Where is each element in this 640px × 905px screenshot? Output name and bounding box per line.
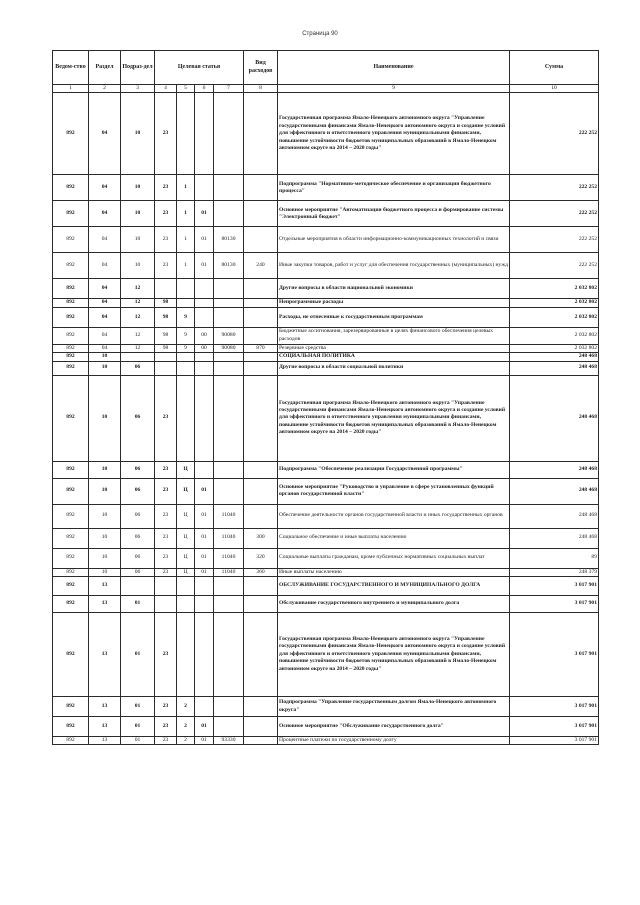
program-cell xyxy=(155,279,177,299)
column-number-row xyxy=(53,85,599,93)
name-cell: Государственная программа Ямало-Ненецкого автономного округа "Управление государственными финансами Ямало-Ненецкого автономного округа и создание условий для эффективного и ответственного управления муниципальными финансами, повышение устойчивости бюджетов муниципальных образований в Ямало-Ненецком автономном округе на 2014 – 2020 годы" xyxy=(278,613,510,697)
direction-cell xyxy=(214,577,244,596)
vedomstvo-cell: 892 xyxy=(53,227,89,253)
vid-cell xyxy=(244,307,278,327)
col-header-podrazdel: Подраз-дел xyxy=(121,51,155,85)
program-cell: 23 xyxy=(155,568,177,576)
vedomstvo-cell: 892 xyxy=(53,201,89,227)
event-cell xyxy=(195,596,214,613)
name-cell: Социальные выплаты гражданам, кроме публичных нормативных социальных выплат xyxy=(278,548,510,568)
program-cell: 23 xyxy=(155,93,177,175)
vedomstvo-cell: 892 xyxy=(53,697,89,717)
event-cell: 01 xyxy=(195,478,214,504)
razdel-cell: 10 xyxy=(89,528,121,548)
vid-cell xyxy=(244,613,278,697)
event-cell xyxy=(195,613,214,697)
vedomstvo-cell: 892 xyxy=(53,299,89,307)
program-cell: 98 xyxy=(155,299,177,307)
event-cell: 01 xyxy=(195,717,214,737)
podrazdel-cell: 10 xyxy=(121,93,155,175)
name-cell: Основное мероприятие "Обслуживание государственного долга" xyxy=(278,717,510,737)
vid-cell xyxy=(244,504,278,528)
table-row xyxy=(53,717,599,737)
subprogram-cell: Ц xyxy=(177,504,195,528)
col-number: 6 xyxy=(195,85,214,93)
name-cell: Другие вопросы в области национальной экономики xyxy=(278,279,510,299)
razdel-cell: 10 xyxy=(89,375,121,461)
vid-cell: 320 xyxy=(244,548,278,568)
vedomstvo-cell: 892 xyxy=(53,353,89,361)
podrazdel-cell: 06 xyxy=(121,478,155,504)
subprogram-cell: 9 xyxy=(177,307,195,327)
table-row xyxy=(53,175,599,201)
sum-cell: 89 xyxy=(510,548,599,568)
razdel-cell: 10 xyxy=(89,568,121,576)
vid-cell xyxy=(244,461,278,478)
razdel-cell: 04 xyxy=(89,299,121,307)
subprogram-cell xyxy=(177,279,195,299)
vedomstvo-cell: 892 xyxy=(53,528,89,548)
sum-cell: 248 468 xyxy=(510,361,599,375)
direction-cell: 11040 xyxy=(214,504,244,528)
vedomstvo-cell: 892 xyxy=(53,175,89,201)
podrazdel-cell: 10 xyxy=(121,201,155,227)
subprogram-cell: 9 xyxy=(177,327,195,344)
podrazdel-cell: 06 xyxy=(121,375,155,461)
vid-cell xyxy=(244,93,278,175)
col-number: 10 xyxy=(510,85,599,93)
event-cell xyxy=(195,93,214,175)
direction-cell xyxy=(214,307,244,327)
table-row xyxy=(53,528,599,548)
program-cell: 23 xyxy=(155,461,177,478)
program-cell: 23 xyxy=(155,528,177,548)
event-cell xyxy=(195,279,214,299)
name-cell: Процентные платежи по государственному долгу xyxy=(278,737,510,745)
vedomstvo-cell: 892 xyxy=(53,568,89,576)
col-number: 1 xyxy=(53,85,89,93)
podrazdel-cell: 06 xyxy=(121,504,155,528)
razdel-cell: 10 xyxy=(89,361,121,375)
subprogram-cell: Ц xyxy=(177,568,195,576)
vedomstvo-cell: 892 xyxy=(53,717,89,737)
event-cell xyxy=(195,697,214,717)
vedomstvo-cell: 892 xyxy=(53,548,89,568)
table-row xyxy=(53,201,599,227)
vid-cell: 300 xyxy=(244,528,278,548)
vedomstvo-cell: 892 xyxy=(53,577,89,596)
program-cell: 23 xyxy=(155,697,177,717)
sum-cell: 222 252 xyxy=(510,227,599,253)
sum-cell: 222 252 xyxy=(510,93,599,175)
event-cell xyxy=(195,353,214,361)
program-cell xyxy=(155,361,177,375)
subprogram-cell: Ц xyxy=(177,548,195,568)
name-cell: Подпрограмма "Нормативно-методическое обеспечение и организация бюджетного процесса" xyxy=(278,175,510,201)
podrazdel-cell: 10 xyxy=(121,227,155,253)
table-row xyxy=(53,461,599,478)
sum-cell: 222 252 xyxy=(510,201,599,227)
name-cell: Подпрограмма "Обеспечение реализации Государственной программы" xyxy=(278,461,510,478)
table-body xyxy=(53,93,599,745)
vid-cell xyxy=(244,201,278,227)
vid-cell xyxy=(244,737,278,745)
vedomstvo-cell: 892 xyxy=(53,253,89,279)
podrazdel-cell: 10 xyxy=(121,253,155,279)
sum-cell: 3 017 901 xyxy=(510,717,599,737)
direction-cell xyxy=(214,697,244,717)
podrazdel-cell: 12 xyxy=(121,307,155,327)
name-cell: Основное мероприятие "Автоматизация бюджетного процесса и формирование системы "Электронный бюджет" xyxy=(278,201,510,227)
program-cell: 98 xyxy=(155,307,177,327)
razdel-cell: 10 xyxy=(89,461,121,478)
subprogram-cell xyxy=(177,361,195,375)
table-row xyxy=(53,596,599,613)
col-number: 4 xyxy=(155,85,177,93)
direction-cell xyxy=(214,93,244,175)
table-row xyxy=(53,613,599,697)
event-cell: 00 xyxy=(195,327,214,344)
table-row xyxy=(53,548,599,568)
direction-cell: 11040 xyxy=(214,548,244,568)
program-cell: 23 xyxy=(155,504,177,528)
sum-cell: 248 468 xyxy=(510,478,599,504)
event-cell: 01 xyxy=(195,528,214,548)
program-cell: 23 xyxy=(155,613,177,697)
program-cell: 23 xyxy=(155,717,177,737)
table-row xyxy=(53,478,599,504)
event-cell: 01 xyxy=(195,737,214,745)
razdel-cell: 04 xyxy=(89,201,121,227)
sum-cell: 248 468 xyxy=(510,461,599,478)
program-cell: 23 xyxy=(155,201,177,227)
vid-cell: 360 xyxy=(244,568,278,576)
razdel-cell: 10 xyxy=(89,548,121,568)
vid-cell xyxy=(244,353,278,361)
event-cell xyxy=(195,307,214,327)
col-header-vedomstvo: Ведом-ство xyxy=(53,51,89,85)
name-cell: Государственная программа Ямало-Ненецкого автономного округа "Управление государственными финансами Ямало-Ненецкого автономного округа и создание условий для эффективного и ответственного управления муниципальными финансами, повышение устойчивости бюджетов муниципальных образований в Ямало-Ненецком автономном округе на 2014 – 2020 годы" xyxy=(278,93,510,175)
vid-cell xyxy=(244,327,278,344)
event-cell: 01 xyxy=(195,548,214,568)
razdel-cell: 04 xyxy=(89,344,121,352)
col-number: 5 xyxy=(177,85,195,93)
name-cell: ОБСЛУЖИВАНИЕ ГОСУДАРСТВЕННОГО И МУНИЦИПАЛЬНОГО ДОЛГА xyxy=(278,577,510,596)
subprogram-cell: 1 xyxy=(177,253,195,279)
razdel-cell: 10 xyxy=(89,504,121,528)
name-cell: Резервные средства xyxy=(278,344,510,352)
direction-cell: 11040 xyxy=(214,528,244,548)
program-cell: 23 xyxy=(155,175,177,201)
subprogram-cell: 1 xyxy=(177,227,195,253)
vid-cell xyxy=(244,279,278,299)
page-number-label: Страница 90 xyxy=(302,31,338,37)
subprogram-cell xyxy=(177,577,195,596)
subprogram-cell: 1 xyxy=(177,175,195,201)
vid-cell xyxy=(244,478,278,504)
vid-cell xyxy=(244,299,278,307)
col-number: 8 xyxy=(244,85,278,93)
table-row xyxy=(53,375,599,461)
podrazdel-cell: 12 xyxy=(121,279,155,299)
vedomstvo-cell: 892 xyxy=(53,504,89,528)
vedomstvo-cell: 892 xyxy=(53,279,89,299)
podrazdel-cell: 06 xyxy=(121,528,155,548)
table-row xyxy=(53,227,599,253)
vid-cell xyxy=(244,577,278,596)
podrazdel-cell: 06 xyxy=(121,361,155,375)
vedomstvo-cell: 892 xyxy=(53,344,89,352)
table-row xyxy=(53,344,599,352)
name-cell: Обеспечение деятельности органов государственной власти и иных государственных органов xyxy=(278,504,510,528)
program-cell xyxy=(155,353,177,361)
direction-cell: 11040 xyxy=(214,568,244,576)
program-cell: 98 xyxy=(155,327,177,344)
event-cell: 01 xyxy=(195,568,214,576)
sum-cell: 2 032 802 xyxy=(510,327,599,344)
name-cell: Расходы, не отнесенные к государственным программам xyxy=(278,307,510,327)
subprogram-cell: Ц xyxy=(177,478,195,504)
subprogram-cell: 2 xyxy=(177,737,195,745)
table-row xyxy=(53,307,599,327)
subprogram-cell: 9 xyxy=(177,344,195,352)
razdel-cell: 13 xyxy=(89,596,121,613)
vid-cell xyxy=(244,175,278,201)
table-row xyxy=(53,697,599,717)
sum-cell: 2 032 802 xyxy=(510,307,599,327)
razdel-cell: 10 xyxy=(89,478,121,504)
header-row xyxy=(53,51,599,85)
subprogram-cell xyxy=(177,353,195,361)
vedomstvo-cell: 892 xyxy=(53,375,89,461)
subprogram-cell: Ц xyxy=(177,528,195,548)
subprogram-cell xyxy=(177,375,195,461)
direction-cell xyxy=(214,613,244,697)
podrazdel-cell: 12 xyxy=(121,344,155,352)
sum-cell: 2 032 802 xyxy=(510,299,599,307)
vid-cell: 870 xyxy=(244,344,278,352)
vid-cell xyxy=(244,697,278,717)
vedomstvo-cell: 892 xyxy=(53,361,89,375)
subprogram-cell: 2 xyxy=(177,717,195,737)
sum-cell: 3 017 901 xyxy=(510,596,599,613)
vid-cell xyxy=(244,375,278,461)
sum-cell: 248 468 xyxy=(510,528,599,548)
table-row xyxy=(53,93,599,175)
vedomstvo-cell: 892 xyxy=(53,93,89,175)
vedomstvo-cell: 892 xyxy=(53,596,89,613)
direction-cell: 80130 xyxy=(214,227,244,253)
subprogram-cell xyxy=(177,299,195,307)
vid-cell xyxy=(244,596,278,613)
program-cell xyxy=(155,596,177,613)
podrazdel-cell: 12 xyxy=(121,299,155,307)
table-row xyxy=(53,327,599,344)
event-cell: 01 xyxy=(195,504,214,528)
sum-cell: 248 468 xyxy=(510,504,599,528)
name-cell: Иные выплаты населению xyxy=(278,568,510,576)
col-header-naimenovanie: Наименование xyxy=(278,51,510,85)
podrazdel-cell: 06 xyxy=(121,461,155,478)
razdel-cell: 10 xyxy=(89,353,121,361)
vid-cell xyxy=(244,717,278,737)
table-row xyxy=(53,361,599,375)
subprogram-cell: 2 xyxy=(177,697,195,717)
table-row xyxy=(53,737,599,745)
budget-table xyxy=(52,50,599,745)
sum-cell: 248 468 xyxy=(510,375,599,461)
razdel-cell: 13 xyxy=(89,697,121,717)
name-cell: Отдельные мероприятия в области информационно-коммуникационных технологий и связи xyxy=(278,227,510,253)
table-row xyxy=(53,253,599,279)
vid-cell xyxy=(244,227,278,253)
program-cell: 23 xyxy=(155,253,177,279)
vid-cell: 240 xyxy=(244,253,278,279)
vedomstvo-cell: 892 xyxy=(53,461,89,478)
subprogram-cell xyxy=(177,93,195,175)
sum-cell: 248 379 xyxy=(510,568,599,576)
name-cell: Другие вопросы в области социальной политики xyxy=(278,361,510,375)
vedomstvo-cell: 892 xyxy=(53,613,89,697)
sum-cell: 222 252 xyxy=(510,175,599,201)
col-number: 2 xyxy=(89,85,121,93)
col-number: 7 xyxy=(214,85,244,93)
direction-cell: 90080 xyxy=(214,344,244,352)
event-cell xyxy=(195,175,214,201)
event-cell xyxy=(195,361,214,375)
podrazdel-cell: 06 xyxy=(121,548,155,568)
direction-cell: 80130 xyxy=(214,253,244,279)
podrazdel-cell: 12 xyxy=(121,327,155,344)
razdel-cell: 04 xyxy=(89,279,121,299)
event-cell: 01 xyxy=(195,201,214,227)
sum-cell: 2 032 802 xyxy=(510,279,599,299)
direction-cell xyxy=(214,201,244,227)
col-number: 3 xyxy=(121,85,155,93)
event-cell xyxy=(195,577,214,596)
podrazdel-cell xyxy=(121,577,155,596)
razdel-cell: 13 xyxy=(89,577,121,596)
podrazdel-cell: 01 xyxy=(121,737,155,745)
razdel-cell: 04 xyxy=(89,93,121,175)
table-row xyxy=(53,299,599,307)
direction-cell xyxy=(214,175,244,201)
name-cell: Непрограммные расходы xyxy=(278,299,510,307)
direction-cell xyxy=(214,717,244,737)
name-cell: Иные закупки товаров, работ и услуг для обеспечения государственных (муниципальных) нужд xyxy=(278,253,510,279)
subprogram-cell: Ц xyxy=(177,461,195,478)
name-cell: Основное мероприятие "Руководство и управление в сфере установленных функций органов государственной власти" xyxy=(278,478,510,504)
col-header-razdel: Раздел xyxy=(89,51,121,85)
direction-cell xyxy=(214,461,244,478)
vedomstvo-cell: 892 xyxy=(53,737,89,745)
program-cell xyxy=(155,577,177,596)
razdel-cell: 04 xyxy=(89,253,121,279)
podrazdel-cell: 01 xyxy=(121,596,155,613)
podrazdel-cell xyxy=(121,353,155,361)
event-cell: 00 xyxy=(195,344,214,352)
event-cell xyxy=(195,375,214,461)
sum-cell: 3 017 901 xyxy=(510,577,599,596)
event-cell xyxy=(195,299,214,307)
event-cell: 01 xyxy=(195,227,214,253)
sum-cell: 222 252 xyxy=(510,253,599,279)
direction-cell xyxy=(214,361,244,375)
col-header-celevaya: Целевая статья xyxy=(155,51,244,85)
direction-cell: 90080 xyxy=(214,327,244,344)
podrazdel-cell: 01 xyxy=(121,613,155,697)
podrazdel-cell: 01 xyxy=(121,697,155,717)
col-number: 9 xyxy=(278,85,510,93)
sum-cell: 3 017 901 xyxy=(510,697,599,717)
col-header-summa: Сумма xyxy=(510,51,599,85)
program-cell: 23 xyxy=(155,548,177,568)
program-cell: 98 xyxy=(155,344,177,352)
vedomstvo-cell: 892 xyxy=(53,478,89,504)
razdel-cell: 04 xyxy=(89,327,121,344)
program-cell: 23 xyxy=(155,227,177,253)
direction-cell xyxy=(214,375,244,461)
subprogram-cell xyxy=(177,596,195,613)
name-cell: Государственная программа Ямало-Ненецкого автономного округа "Управление государственными финансами Ямало-Ненецкого автономного округа и создание условий для эффективного и ответственного управления муниципальными финансами, повышение устойчивости бюджетов муниципальных образований в Ямало-Ненецком автономном округе на 2014 – 2020 годы" xyxy=(278,375,510,461)
podrazdel-cell: 10 xyxy=(121,175,155,201)
event-cell: 01 xyxy=(195,253,214,279)
program-cell: 23 xyxy=(155,737,177,745)
direction-cell xyxy=(214,353,244,361)
name-cell: Социальное обеспечение и иные выплаты населению xyxy=(278,528,510,548)
razdel-cell: 13 xyxy=(89,717,121,737)
table-row xyxy=(53,279,599,299)
table-row xyxy=(53,568,599,576)
razdel-cell: 04 xyxy=(89,307,121,327)
sum-cell: 3 017 901 xyxy=(510,613,599,697)
sum-cell: 2 032 802 xyxy=(510,344,599,352)
direction-cell xyxy=(214,279,244,299)
table-row xyxy=(53,353,599,361)
direction-cell xyxy=(214,299,244,307)
event-cell xyxy=(195,461,214,478)
subprogram-cell xyxy=(177,613,195,697)
program-cell: 23 xyxy=(155,375,177,461)
vedomstvo-cell: 892 xyxy=(53,327,89,344)
vid-cell xyxy=(244,361,278,375)
subprogram-cell: 1 xyxy=(177,201,195,227)
razdel-cell: 04 xyxy=(89,175,121,201)
sum-cell: 248 468 xyxy=(510,353,599,361)
direction-cell xyxy=(214,596,244,613)
name-cell: СОЦИАЛЬНАЯ ПОЛИТИКА xyxy=(278,353,510,361)
podrazdel-cell: 01 xyxy=(121,717,155,737)
table-row xyxy=(53,577,599,596)
sum-cell: 3 017 901 xyxy=(510,737,599,745)
name-cell: Подпрограмма "Управление государственным долгом Ямало-Ненецкого автономного округа" xyxy=(278,697,510,717)
table-row xyxy=(53,504,599,528)
direction-cell xyxy=(214,478,244,504)
vedomstvo-cell: 892 xyxy=(53,307,89,327)
direction-cell: 93330 xyxy=(214,737,244,745)
name-cell: Бюджетные ассигнования, зарезервированные в целях финансового обеспечения целевых расходов xyxy=(278,327,510,344)
col-header-vid: Вид расходов xyxy=(244,51,278,85)
razdel-cell: 04 xyxy=(89,227,121,253)
razdel-cell: 13 xyxy=(89,737,121,745)
name-cell: Обслуживание государственного внутреннего и муниципального долга xyxy=(278,596,510,613)
program-cell: 23 xyxy=(155,478,177,504)
razdel-cell: 13 xyxy=(89,613,121,697)
podrazdel-cell: 06 xyxy=(121,568,155,576)
